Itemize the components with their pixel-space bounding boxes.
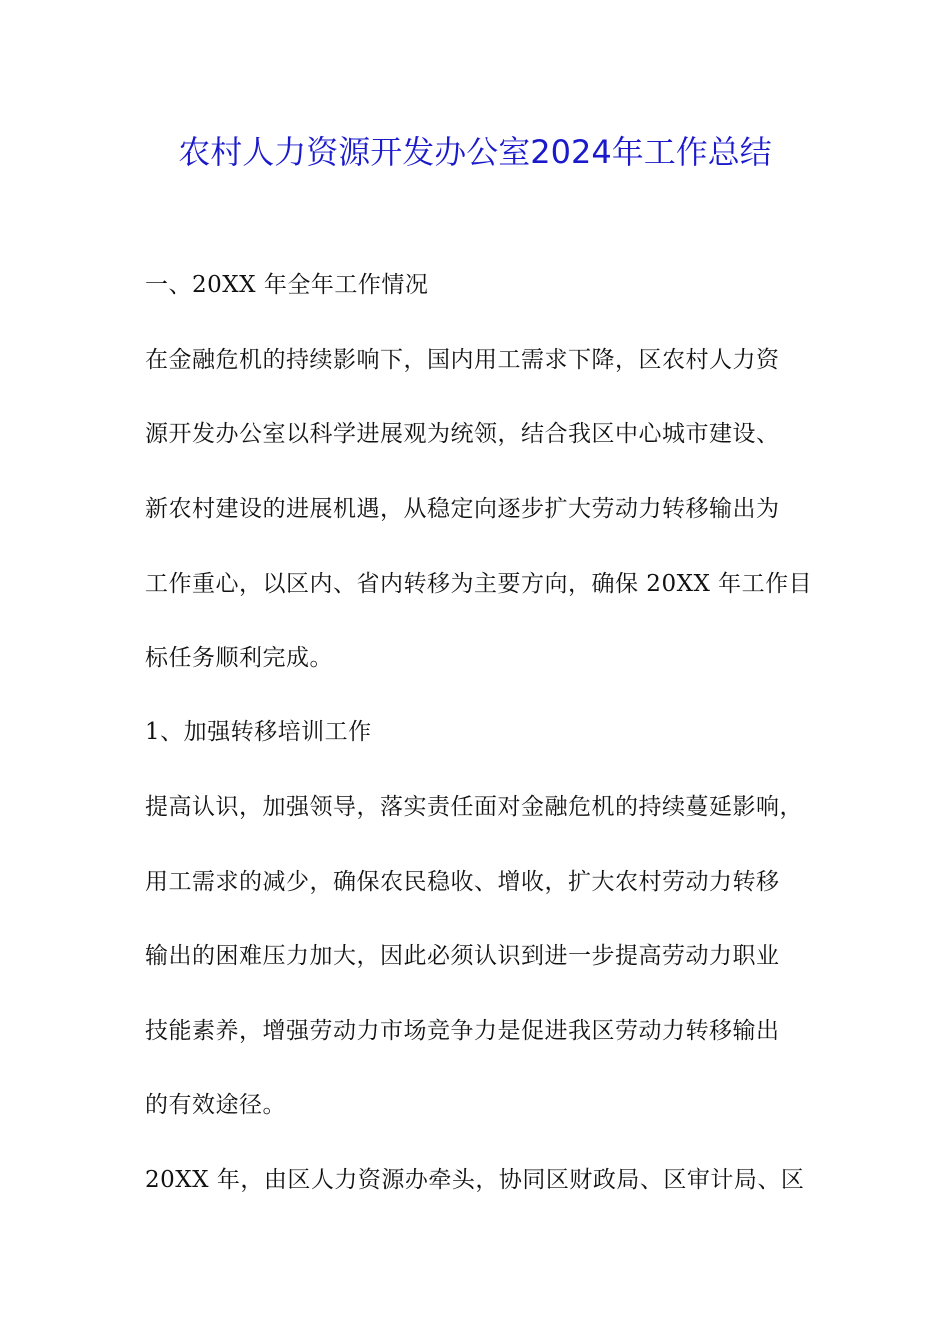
- paragraph-line: 提高认识，加强领导，落实责任面对金融危机的持续蔓延影响，: [145, 794, 803, 820]
- paragraph-line: 20XX 年，由区人力资源办牵头，协同区财政局、区审计局、区: [145, 1167, 805, 1193]
- paragraph-line: 在金融危机的持续影响下，国内用工需求下降，区农村人力资: [145, 347, 780, 373]
- subsection-heading: 1、加强转移培训工作: [145, 719, 372, 745]
- document-title: 农村人力资源开发办公室2024年工作总结: [178, 133, 772, 171]
- section-heading: 一、20XX 年全年工作情况: [145, 272, 429, 298]
- paragraph-line: 技能素养，增强劳动力市场竞争力是促进我区劳动力转移输出: [145, 1018, 780, 1044]
- paragraph-line: 标任务顺利完成。: [145, 645, 333, 671]
- paragraph-line: 的有效途径。: [145, 1092, 286, 1118]
- paragraph-line: 源开发办公室以科学进展观为统领，结合我区中心城市建设、: [145, 421, 780, 447]
- paragraph-line: 输出的困难压力加大，因此必须认识到进一步提高劳动力职业: [145, 943, 780, 969]
- paragraph-line: 用工需求的减少，确保农民稳收、增收，扩大农村劳动力转移: [145, 869, 780, 895]
- paragraph-line: 新农村建设的进展机遇，从稳定向逐步扩大劳动力转移输出为: [145, 496, 780, 522]
- paragraph-line: 工作重心，以区内、省内转移为主要方向，确保 20XX 年工作目: [145, 571, 813, 597]
